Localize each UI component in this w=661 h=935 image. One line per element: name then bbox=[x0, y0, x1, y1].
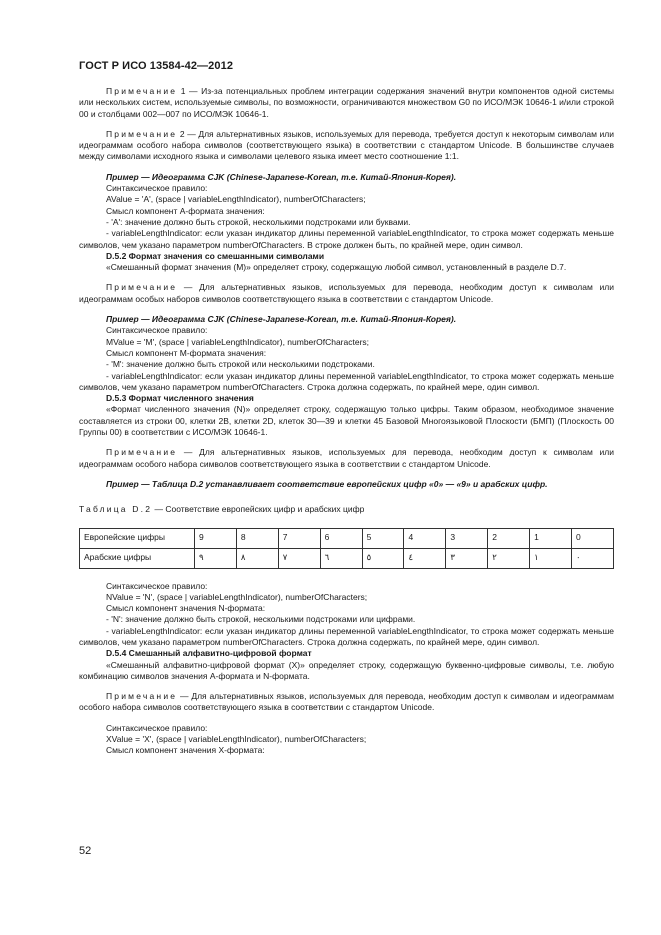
paragraph-text: Синтаксическое правило: bbox=[106, 325, 208, 336]
paragraph-text: - variableLengthIndicator: если указан индикатор длины переменной variableLengthIndicator, то строка может содержать меньше символов, чем указано параметром numberOfCharacters. В строке должен быть, по крайней мере, один символ. bbox=[79, 228, 614, 250]
paragraph-text: Смысл компонент значения Х-формата: bbox=[106, 745, 265, 756]
table-cell: ٨ bbox=[236, 548, 278, 568]
paragraph bbox=[79, 745, 614, 756]
note-label: Примечание bbox=[106, 86, 178, 96]
paragraph bbox=[79, 581, 614, 592]
paragraph bbox=[79, 723, 614, 734]
paragraph-text: - variableLengthIndicator: если указан индикатор длины переменной variableLengthIndicator, то строка может содержать меньше символов, чем указано параметром numberOfCharacters. Строка должна содержать, по крайней мере, один символ. bbox=[79, 625, 614, 647]
paragraph-text: 2 — Для альтернативных языков, используемых для перевода, требуется доступ к некоторым символам или идеограммам особого набора символов (соответствующего языка) в соответствии с стандартом Unicode. В большинстве случаев между символами исходного языка и символами целевого языка имеет место соотношение 1:1. bbox=[79, 128, 614, 162]
paragraph bbox=[79, 129, 614, 163]
table-cell: 5 bbox=[362, 528, 404, 548]
paragraph bbox=[79, 603, 614, 614]
paragraph-text: Синтаксическое правило: bbox=[106, 183, 208, 194]
paragraph-text: «Формат численного значения (N)» определяет строку, содержащую только цифры. Таким образом, необходимое значение составляется из строки 00, клетки 2B, клетки 2D, клеток 30—39 и клетки 45 Базовой Многоязыковой Плоскости (БМП) (Плоскость 00 Группы 00) в соответствии с ИСО/МЭК 10646-1. bbox=[79, 404, 614, 438]
table-cell: ٧ bbox=[278, 548, 320, 568]
paragraph bbox=[79, 404, 614, 438]
paragraph-text: XValue = 'X', (space | variableLengthIndicator), numberOfCharacters; bbox=[106, 734, 367, 745]
table-cell: ٣ bbox=[446, 548, 488, 568]
table-cell: 1 bbox=[530, 528, 572, 548]
paragraph-text: - 'N': значение должно быть строкой, несколькими подстроками или цифрами. bbox=[106, 614, 416, 625]
paragraph bbox=[79, 691, 614, 714]
paragraph bbox=[79, 660, 614, 683]
table-cell: 6 bbox=[320, 528, 362, 548]
paragraph-text: «Смешанный формат значения (M)» определяет строку, содержащую любой символ, установленный в разделе D.7. bbox=[106, 262, 567, 273]
table-cell: 0 bbox=[572, 528, 614, 548]
table-caption-label: Таблица D.2 bbox=[79, 504, 153, 515]
row-header-cell: Европейские цифры bbox=[80, 528, 195, 548]
paragraph-text: Синтаксическое правило: bbox=[106, 580, 208, 591]
paragraph bbox=[79, 393, 614, 404]
paragraph-text: - variableLengthIndicator: если указан индикатор длины переменной variableLengthIndicator, то строка может содержать меньше символов, чем указано параметром numberOfCharacters. Строка должна содержать, по крайней мере, один символ. bbox=[79, 370, 614, 392]
paragraph-text: NValue = 'N', (space | variableLengthIndicator), numberOfCharacters; bbox=[106, 591, 368, 602]
paragraph-text: 1 — Из-за потенциальных проблем интеграции содержания значений внутри компонентов одной системы или нескольких систем, используемые символы, по возможности, ограничиваются множеством G0 по ИСО/МЭК 10646-1 и/или строкой 00 и столбцами 002—007 по ИСО/МЭК 10646-1. bbox=[79, 86, 614, 119]
row-header-cell: Арабские цифры bbox=[80, 548, 195, 568]
paragraph bbox=[79, 172, 614, 183]
paragraph-text: Пример — Таблица D.2 устанавливает соответствие европейских цифр «0» — «9» и арабских цифр. bbox=[106, 478, 548, 489]
paragraph bbox=[79, 217, 614, 228]
table-row bbox=[80, 548, 614, 568]
note-label: Примечание bbox=[106, 128, 178, 139]
paragraph-text: «Смешанный алфавитно-цифровой формат (X)» определяет строку, содержащую буквенно-цифровые символы, т.е. любую комбинацию символов значения А-формата и N-формата. bbox=[79, 659, 614, 681]
paragraph bbox=[79, 734, 614, 745]
table-cell: 3 bbox=[446, 528, 488, 548]
paragraph bbox=[79, 282, 614, 305]
table-cell: 7 bbox=[278, 528, 320, 548]
paragraph-text: AValue = 'A', (space | variableLengthIndicator), numberOfCharacters; bbox=[106, 194, 366, 205]
paragraph-text: - 'A': значение должно быть строкой, несколькими подстроками или буквами. bbox=[106, 216, 411, 227]
table-cell: 8 bbox=[236, 528, 278, 548]
paragraph bbox=[79, 262, 614, 273]
table-cell: ٠ bbox=[572, 548, 614, 568]
paragraph bbox=[79, 614, 614, 625]
paragraph-text: Пример — Идеограмма CJK (Chinese-Japanese-Korean, т.е. Китай-Япония-Корея). bbox=[106, 314, 457, 325]
paragraphs-after-table bbox=[79, 581, 614, 757]
table-cell: ٢ bbox=[488, 548, 530, 568]
note-label: Примечание bbox=[106, 282, 178, 293]
paragraph-text: — Для альтернативных языков, используемых для перевода, необходим доступ к символам или идеограммам особых наборов символов соответствующего языка в соответствии с стандартом Unicode. bbox=[79, 282, 614, 304]
paragraph bbox=[79, 86, 614, 120]
paragraph-text: MValue = 'M', (space | variableLengthIndicator), numberOfCharacters; bbox=[106, 336, 370, 347]
paragraph bbox=[79, 194, 614, 205]
paragraph bbox=[79, 626, 614, 649]
paragraph-text: D.5.3 Формат численного значения bbox=[106, 393, 254, 404]
digits-table bbox=[79, 528, 614, 569]
paragraph bbox=[79, 337, 614, 348]
paragraph-text: D.5.4 Смешанный алфавитно-цифровой формат bbox=[106, 648, 312, 659]
table-caption bbox=[79, 504, 614, 515]
paragraph bbox=[79, 206, 614, 217]
table-cell: ٤ bbox=[404, 548, 446, 568]
table-cell: ١ bbox=[530, 548, 572, 568]
paragraph bbox=[79, 648, 614, 659]
table-cell: ٩ bbox=[195, 548, 237, 568]
table-cell: 4 bbox=[404, 528, 446, 548]
paragraph-text: D.5.2 Формат значения со смешанными символами bbox=[106, 250, 325, 261]
paragraph-text: Смысл компонент М-формата значения: bbox=[106, 347, 267, 358]
paragraph bbox=[79, 325, 614, 336]
table-cell: ٥ bbox=[362, 548, 404, 568]
paragraph-text: - 'M': значение должно быть строкой или несколькими подстроками. bbox=[106, 359, 375, 370]
paragraph-text: — Для альтернативных языков, используемых для перевода, необходим доступ к символам или идеограммам особого набора символов соответствующего языка в соответствии с стандартом Unicode. bbox=[79, 447, 614, 469]
paragraphs-before-table bbox=[79, 86, 614, 490]
table-cell: ٦ bbox=[320, 548, 362, 568]
paragraph-text: Синтаксическое правило: bbox=[106, 722, 208, 733]
paragraph bbox=[79, 359, 614, 370]
paragraph bbox=[79, 314, 614, 325]
paragraph bbox=[79, 371, 614, 394]
table-caption-text: — Соответствие европейских цифр и арабских цифр bbox=[152, 504, 365, 515]
paragraph bbox=[79, 479, 614, 490]
document-body bbox=[79, 86, 614, 757]
page-number: 52 bbox=[79, 845, 92, 857]
paragraph bbox=[79, 447, 614, 470]
paragraph bbox=[79, 251, 614, 262]
table-cell: 9 bbox=[195, 528, 237, 548]
paragraph bbox=[79, 592, 614, 603]
note-label: Примечание bbox=[106, 691, 178, 702]
paragraph-text: Смысл компонент А-формата значения: bbox=[106, 205, 265, 216]
paragraph-text: Пример — Идеограмма CJK (Chinese-Japanese-Korean, т.е. Китай-Япония-Корея). bbox=[106, 171, 457, 182]
table-cell: 2 bbox=[488, 528, 530, 548]
document-header: ГОСТ Р ИСО 13584-42—2012 bbox=[79, 60, 234, 72]
table-row bbox=[80, 528, 614, 548]
paragraph bbox=[79, 228, 614, 251]
paragraph-text: Смысл компонент значения N-формата: bbox=[106, 603, 266, 614]
paragraph bbox=[79, 348, 614, 359]
note-label: Примечание bbox=[106, 447, 178, 458]
paragraph bbox=[79, 183, 614, 194]
paragraph-text: — Для альтернативных языков, используемых для перевода, необходим доступ к символам и идеограммам особого набора символов соответствующего языка в соответствии с стандартом Unicode. bbox=[79, 691, 614, 713]
